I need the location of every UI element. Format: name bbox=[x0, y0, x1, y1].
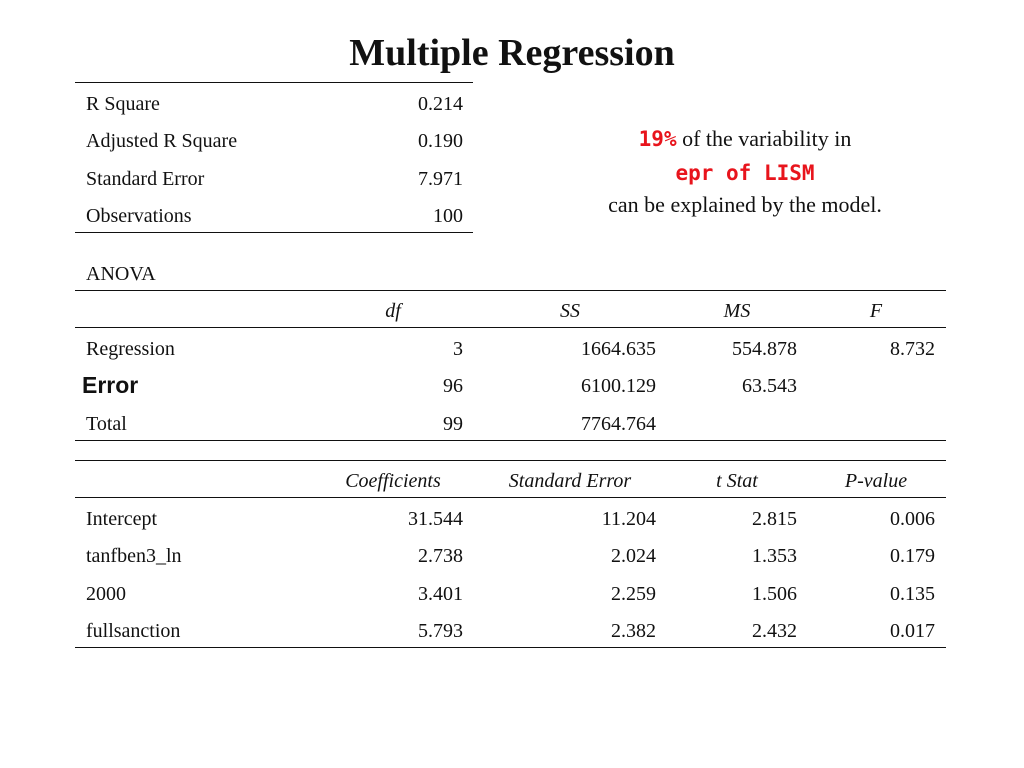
anova-cell-df: 3 bbox=[453, 338, 463, 360]
anova-source-total: Total bbox=[86, 413, 127, 435]
coef-top-rule bbox=[75, 460, 946, 461]
callout-variable: epr of LISM bbox=[675, 161, 815, 185]
callout-percent: 19% bbox=[638, 127, 677, 151]
anova-cell-ss: 7764.764 bbox=[581, 413, 656, 435]
coef-term-2000: 2000 bbox=[86, 583, 126, 605]
anova-header-f: F bbox=[869, 300, 883, 322]
coef-cell-t: 2.432 bbox=[752, 620, 797, 642]
summary-value-r-square: 0.214 bbox=[418, 93, 463, 115]
coef-cell-coef: 3.401 bbox=[418, 583, 463, 605]
coef-term-tanfben3-ln: tanfben3_ln bbox=[86, 545, 182, 567]
anova-heading: ANOVA bbox=[86, 263, 156, 285]
anova-cell-f: 8.732 bbox=[890, 338, 935, 360]
coef-cell-coef: 5.793 bbox=[418, 620, 463, 642]
coef-term-intercept: Intercept bbox=[86, 508, 158, 530]
anova-header-ms: MS bbox=[723, 300, 751, 322]
coef-cell-p: 0.017 bbox=[890, 620, 935, 642]
coef-cell-p: 0.179 bbox=[890, 545, 935, 567]
coef-cell-coef: 31.544 bbox=[408, 508, 463, 530]
coef-cell-p: 0.006 bbox=[890, 508, 935, 530]
anova-top-rule bbox=[75, 290, 946, 291]
page-title: Multiple Regression bbox=[349, 32, 675, 74]
summary-label-observations: Observations bbox=[86, 205, 192, 227]
coef-bottom-rule bbox=[75, 647, 946, 648]
coef-header-standard-error: Standard Error bbox=[508, 470, 632, 492]
summary-value-adjusted-r-square: 0.190 bbox=[418, 130, 463, 152]
anova-cell-ms: 554.878 bbox=[732, 338, 797, 360]
coef-header-rule bbox=[75, 497, 946, 498]
summary-bottom-rule bbox=[75, 232, 473, 233]
anova-header-ss: SS bbox=[560, 300, 580, 322]
summary-value-standard-error: 7.971 bbox=[418, 168, 463, 190]
coef-cell-se: 11.204 bbox=[601, 508, 656, 530]
coef-term-fullsanction: fullsanction bbox=[86, 620, 181, 642]
summary-label-adjusted-r-square: Adjusted R Square bbox=[86, 130, 238, 152]
coef-cell-t: 1.506 bbox=[752, 583, 797, 605]
coef-header-p-value: P-value bbox=[844, 470, 908, 492]
coef-header-coefficients: Coefficients bbox=[345, 470, 441, 492]
anova-cell-ms: 63.543 bbox=[742, 375, 797, 397]
coef-cell-t: 1.353 bbox=[752, 545, 797, 567]
anova-bottom-rule bbox=[75, 440, 946, 441]
callout-text bbox=[560, 125, 930, 219]
anova-header-rule bbox=[75, 327, 946, 328]
summary-label-standard-error: Standard Error bbox=[86, 168, 205, 190]
coef-cell-se: 2.024 bbox=[611, 545, 656, 567]
coef-cell-se: 2.259 bbox=[611, 583, 656, 605]
callout-text-line1: of the variability in bbox=[682, 126, 852, 151]
coef-cell-t: 2.815 bbox=[752, 508, 797, 530]
anova-cell-df: 96 bbox=[443, 375, 463, 397]
summary-label-r-square: R Square bbox=[86, 93, 160, 115]
coef-cell-coef: 2.738 bbox=[418, 545, 463, 567]
summary-top-rule bbox=[75, 82, 473, 83]
anova-source-regression: Regression bbox=[86, 338, 175, 360]
anova-cell-ss: 6100.129 bbox=[581, 375, 656, 397]
coef-header-t-stat: t Stat bbox=[716, 470, 758, 492]
anova-source-error: Error bbox=[82, 372, 139, 398]
coef-cell-se: 2.382 bbox=[611, 620, 656, 642]
anova-header-df: df bbox=[385, 300, 401, 322]
coef-cell-p: 0.135 bbox=[890, 583, 935, 605]
anova-cell-df: 99 bbox=[443, 413, 463, 435]
anova-cell-ss: 1664.635 bbox=[581, 338, 656, 360]
callout-text-line2: can be explained by the model. bbox=[608, 192, 882, 217]
summary-value-observations: 100 bbox=[433, 205, 463, 227]
